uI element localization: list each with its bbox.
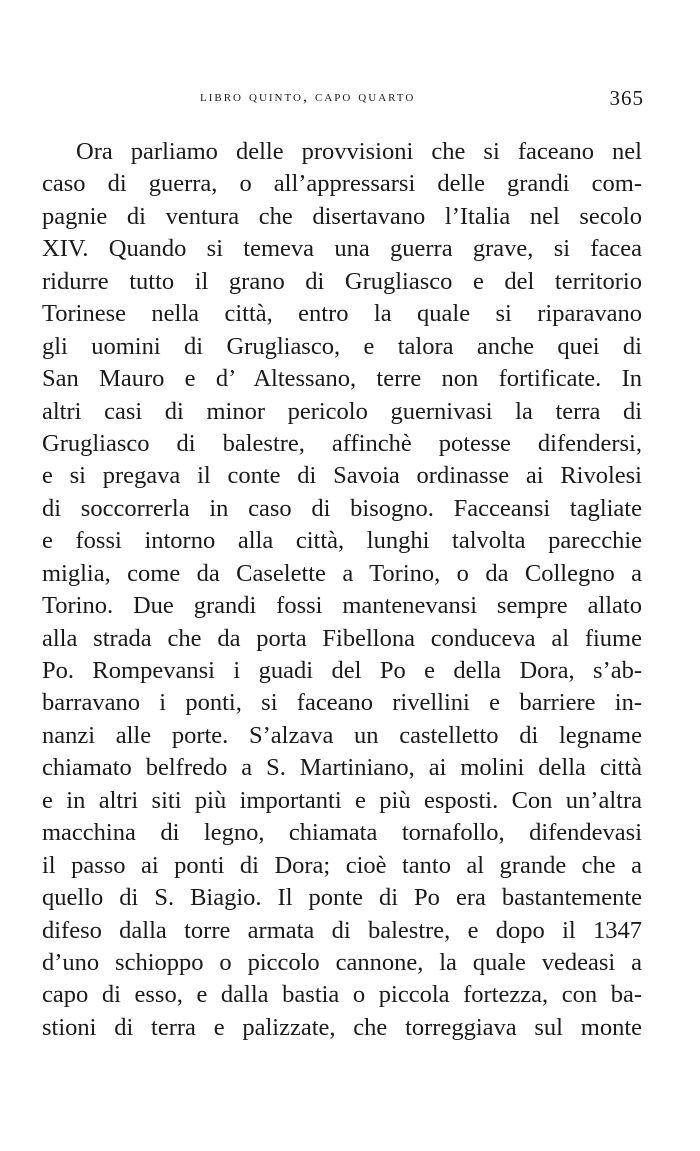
text-line: altri casi di minor pericolo guernivasi la terra di: [42, 397, 642, 425]
text-line: Grugliasco di balestre, affinchè potesse difendersi,: [42, 429, 642, 457]
text-line: Torinese nella città, entro la quale si riparavano: [42, 300, 642, 328]
text-line: nanzi alle porte. S’alzava un castelletto di legname: [42, 721, 642, 749]
running-head: [0, 88, 700, 118]
text-line: e si pregava il conte di Savoia ordinasse ai Rivolesi: [42, 462, 642, 490]
text-line: macchina di legno, chiamata tornafollo, difendevasi: [42, 819, 642, 847]
text-line: alla strada che da porta Fibellona conduceva al fiume: [42, 624, 642, 652]
text-line: barravano i ponti, si faceano rivellini e barriere in-: [42, 689, 642, 717]
text-line: e fossi intorno alla città, lunghi talvolta parecchie: [42, 527, 642, 555]
text-line: Po. Rompevansi i guadi del Po e della Dora, s’ab-: [42, 657, 642, 684]
text-line: difeso dalla torre armata di balestre, e dopo il 1347: [42, 916, 642, 944]
body-text: [42, 136, 642, 1044]
text-line: gli uomini di Grugliasco, e talora anche quei di: [42, 332, 642, 360]
text-line: quello di S. Biagio. Il ponte di Po era bastantemente: [42, 884, 642, 912]
text-line: d’uno schioppo o piccolo cannone, la quale vedeasi a: [42, 948, 642, 976]
text-line: di soccorrerla in caso di bisogno. Facceansi tagliate: [42, 494, 642, 522]
text-line: stioni di terra e palizzate, che torreggiava sul monte: [42, 1013, 642, 1041]
text-line: miglia, come da Caselette a Torino, o da Collegno a: [42, 559, 642, 587]
page-number: 365: [609, 86, 644, 110]
text-line: caso di guerra, o all’appressarsi delle grandi com-: [42, 170, 642, 198]
text-line: ridurre tutto il grano di Grugliasco e del territorio: [42, 267, 642, 295]
text-line: Ora parliamo delle provvisioni che si faceano nel: [76, 138, 642, 165]
text-line: il passo ai ponti di Dora; cioè tanto al grande che a: [42, 851, 642, 879]
text-line: capo di esso, e dalla bastia o piccola fortezza, con ba-: [42, 981, 642, 1009]
text-line: XIV. Quando si temeva una guerra grave, si facea: [42, 235, 642, 263]
text-line: pagnie di ventura che disertavano l’Italia nel secolo: [42, 202, 642, 230]
text-line: Torino. Due grandi fossi mantenevansi sempre allato: [42, 592, 642, 620]
text-line: e in altri siti più importanti e più esposti. Con un’altra: [42, 786, 642, 814]
text-line: San Mauro e d’ Altessano, terre non fortificate. In: [42, 365, 642, 393]
text-line: chiamato belfredo a S. Martiniano, ai molini della città: [42, 754, 642, 782]
running-title: libro quinto, capo quarto: [200, 88, 416, 105]
